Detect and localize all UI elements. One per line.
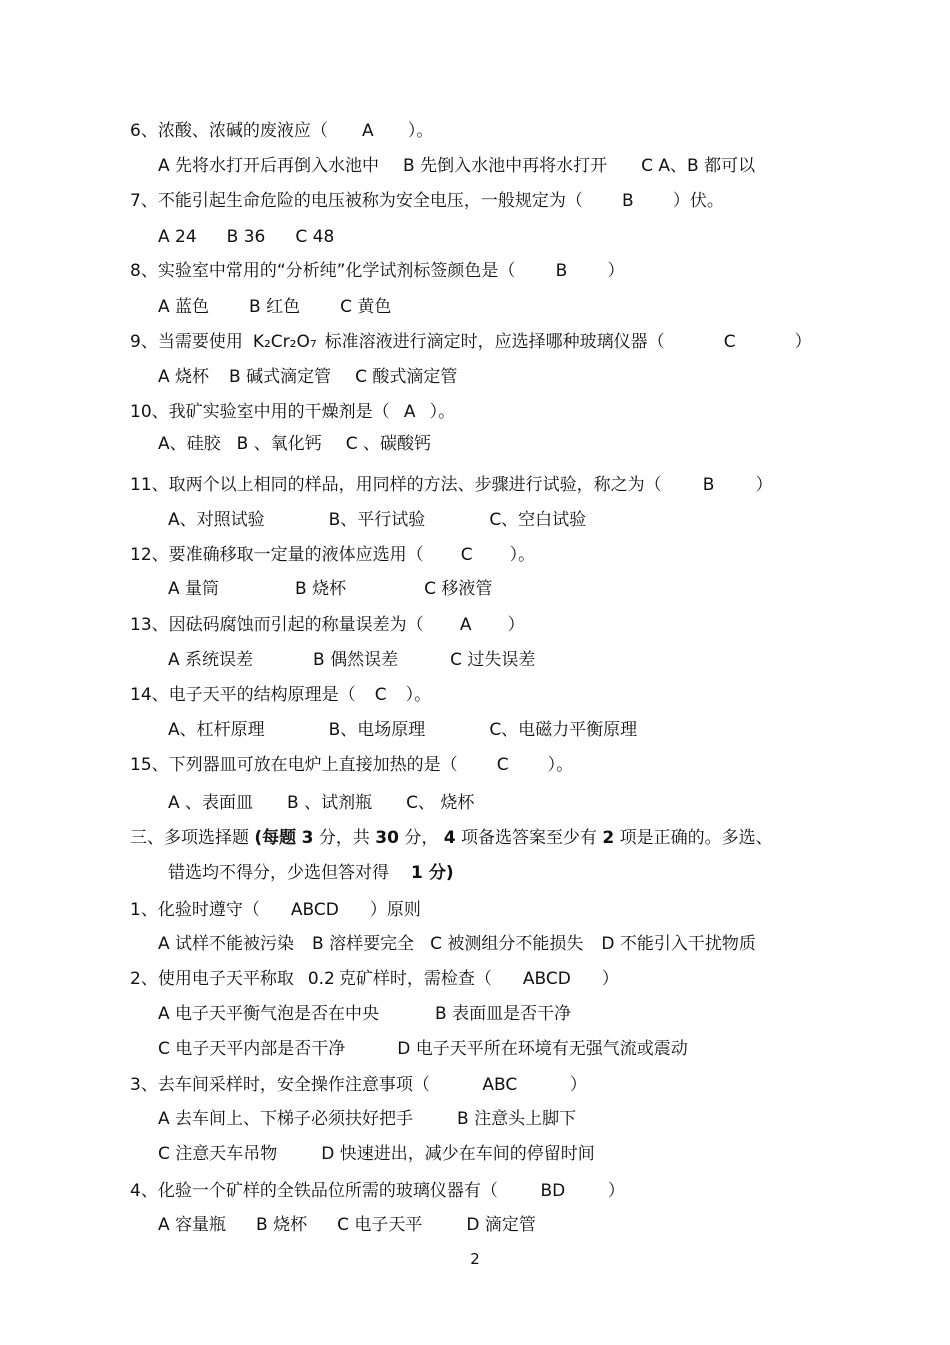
option-a: A 电子天平衡气泡是否在中央 — [158, 1004, 380, 1024]
multi-options-2b — [158, 1038, 688, 1060]
options-15 — [168, 792, 474, 814]
option-b: B 、试剂瓶 — [287, 793, 373, 813]
option-a: A、对照试验 — [168, 510, 265, 530]
multi-question-2 — [130, 968, 619, 990]
section-note: 分，共 — [318, 828, 370, 848]
multi-options-3b — [158, 1143, 595, 1165]
answer: ABCD — [290, 900, 339, 920]
answer: ABCD — [522, 969, 571, 989]
question-stem-end: ） — [607, 1181, 625, 1201]
options-11 — [168, 509, 586, 531]
multi-options-1 — [158, 933, 756, 955]
question-14 — [130, 684, 431, 706]
option-b: B 溶样要完全 — [312, 934, 415, 954]
question-6 — [130, 120, 433, 142]
question-stem-end: ）原则 — [369, 900, 421, 920]
options-7 — [158, 226, 334, 248]
answer: B — [555, 261, 568, 281]
multi-question-3 — [130, 1074, 587, 1096]
question-stem-end: ） — [601, 969, 619, 989]
option-a: A、杠杆原理 — [168, 720, 265, 740]
question-stem-end: ） — [794, 332, 812, 352]
option-c: C 黄色 — [340, 297, 392, 317]
question-8 — [130, 260, 624, 282]
question-7 — [130, 190, 724, 212]
section-note: (每题 — [254, 828, 297, 848]
option-a: A 系统误差 — [168, 650, 254, 670]
question-stem: 13、因砝码腐蚀而引起的称量误差为（ — [130, 615, 424, 635]
question-stem: 8、实验室中常用的“分析纯”化学试剂标签颜色是（ — [130, 261, 516, 281]
option-b: B 烧杯 — [295, 579, 347, 599]
option-c: C 注意天车吊物 — [158, 1144, 278, 1164]
multi-options-2a — [158, 1003, 571, 1025]
question-stem-end: ）。 — [547, 755, 574, 775]
formula: K₂Cr₂O₇ — [252, 332, 317, 352]
question-stem-end: ） — [607, 261, 625, 281]
answer: BD — [540, 1181, 566, 1201]
option-b: B 烧杯 — [256, 1215, 308, 1235]
option-c: C 被测组分不能损失 — [430, 934, 584, 954]
question-stem-number: 0.2 — [307, 969, 335, 989]
question-stem-end: ）。 — [405, 685, 432, 705]
multi-options-3a — [158, 1108, 576, 1130]
multi-question-1 — [130, 899, 421, 921]
question-stem-end: ） — [569, 1075, 587, 1095]
question-stem: 9、当需要使用 — [130, 332, 243, 352]
question-stem: 7、不能引起生命危险的电压被称为安全电压，一般规定为（ — [130, 191, 583, 211]
option-c: C 、碳酸钙 — [345, 434, 431, 454]
option-a: A 试样不能被污染 — [158, 934, 295, 954]
option-c: C 移液管 — [424, 579, 493, 599]
option-b: B 注意头上脚下 — [457, 1109, 577, 1129]
section-note: 项是正确的。多选、 — [619, 828, 773, 848]
options-10 — [158, 433, 431, 455]
option-c: C A、B 都可以 — [641, 156, 756, 176]
option-a: A 去车间上、下梯子必须扶好把手 — [158, 1109, 414, 1129]
option-a: A 容量瓶 — [158, 1215, 227, 1235]
question-stem: 15、下列器皿可放在电炉上直接加热的是（ — [130, 755, 458, 775]
option-a: A 24 — [158, 227, 197, 247]
section-note: 30 — [375, 828, 399, 848]
option-d: D 电子天平所在环境有无强气流或震动 — [397, 1039, 688, 1059]
option-c: C 48 — [295, 227, 335, 247]
option-d: D 快速进出，减少在车间的停留时间 — [321, 1144, 595, 1164]
option-a: A、硅胶 — [158, 434, 221, 454]
question-stem-end: ）伏。 — [672, 191, 724, 211]
option-a: A 烧杯 — [158, 367, 210, 387]
question-15 — [130, 754, 573, 776]
option-b: B 表面皿是否干净 — [435, 1004, 572, 1024]
option-b: B 先倒入水池中再将水打开 — [403, 156, 608, 176]
answer: C — [496, 755, 509, 775]
answer: B — [621, 191, 634, 211]
option-c: C、 烧杯 — [406, 793, 475, 813]
option-b: B 、氧化钙 — [236, 434, 322, 454]
answer: C — [460, 545, 473, 565]
question-stem: 4、化验一个矿样的全铁品位所需的玻璃仪器有（ — [130, 1181, 498, 1201]
options-9 — [158, 366, 457, 388]
option-b: B 36 — [226, 227, 266, 247]
options-14 — [168, 719, 637, 741]
section-note: 2 — [602, 828, 615, 848]
answer: B — [702, 475, 715, 495]
options-6 — [158, 155, 755, 177]
option-c: C 电子天平 — [337, 1215, 423, 1235]
question-stem: 6、浓酸、浓碱的废液应（ — [130, 121, 328, 141]
option-c: C 电子天平内部是否干净 — [158, 1039, 346, 1059]
section-note: 项备选答案至少有 — [460, 828, 597, 848]
question-stem-end: ）。 — [407, 121, 434, 141]
section-3-note — [168, 862, 454, 884]
question-13 — [130, 614, 525, 636]
answer: ABC — [482, 1075, 518, 1095]
section-note: 分) — [428, 863, 454, 883]
answer: C — [723, 332, 736, 352]
question-stem-mid: 克矿样时，需检查（ — [338, 969, 492, 989]
question-stem: 1、化验时遵守（ — [130, 900, 260, 920]
question-stem: 12、要准确移取一定量的液体应选用（ — [130, 545, 424, 565]
question-stem: 3、去车间采样时，安全操作注意事项（ — [130, 1075, 430, 1095]
section-note: 分， — [404, 828, 439, 848]
option-d: D 不能引入干扰物质 — [601, 934, 756, 954]
multi-question-4 — [130, 1180, 625, 1202]
section-3-heading — [130, 827, 773, 849]
multi-options-4 — [158, 1214, 536, 1236]
section-note: 1 — [411, 863, 423, 883]
option-c: C、空白试验 — [489, 510, 587, 530]
option-b: B 偶然误差 — [313, 650, 399, 670]
option-b: B 碱式滴定管 — [229, 367, 332, 387]
options-13 — [168, 649, 535, 671]
answer: C — [374, 685, 387, 705]
answer: A — [403, 402, 416, 422]
question-stem: 14、电子天平的结构原理是（ — [130, 685, 356, 705]
option-a: A 、表面皿 — [168, 793, 254, 813]
option-c: C、电磁力平衡原理 — [489, 720, 638, 740]
question-stem: 2、使用电子天平称取 — [130, 969, 294, 989]
section-title: 三、多项选择题 — [130, 828, 249, 848]
option-d: D 滴定管 — [466, 1215, 536, 1235]
question-stem-end: ）。 — [509, 545, 536, 565]
question-10 — [130, 401, 455, 423]
option-a: A 蓝色 — [158, 297, 210, 317]
question-stem-end: ） — [507, 615, 525, 635]
option-c: C 酸式滴定管 — [355, 367, 458, 387]
question-stem-end: ） — [755, 475, 773, 495]
option-a: A 量筒 — [168, 579, 220, 599]
section-note: 错选均不得分，少选但答对得 — [168, 863, 389, 883]
page-number: 2 — [470, 1250, 480, 1268]
option-b: B、电场原理 — [328, 720, 426, 740]
options-8 — [158, 296, 391, 318]
question-12 — [130, 544, 535, 566]
question-stem: 11、取两个以上相同的样品，用同样的方法、步骤进行试验，称之为（ — [130, 475, 662, 495]
option-b: B 红色 — [249, 297, 301, 317]
section-note: 3 — [301, 828, 314, 848]
answer: A — [362, 121, 374, 141]
option-a: A 先将水打开后再倒入水池中 — [158, 156, 380, 176]
question-stem-end: ）。 — [429, 402, 456, 422]
question-stem: 10、我矿实验室中用的干燥剂是（ — [130, 402, 390, 422]
options-12 — [168, 578, 492, 600]
option-b: B、平行试验 — [328, 510, 426, 530]
option-c: C 过失误差 — [450, 650, 536, 670]
question-9 — [130, 331, 812, 353]
section-note: 4 — [443, 828, 456, 848]
question-stem-mid: 标准溶液进行滴定时，应选择哪种玻璃仪器（ — [324, 332, 665, 352]
question-11 — [130, 474, 773, 496]
answer: A — [459, 615, 472, 635]
